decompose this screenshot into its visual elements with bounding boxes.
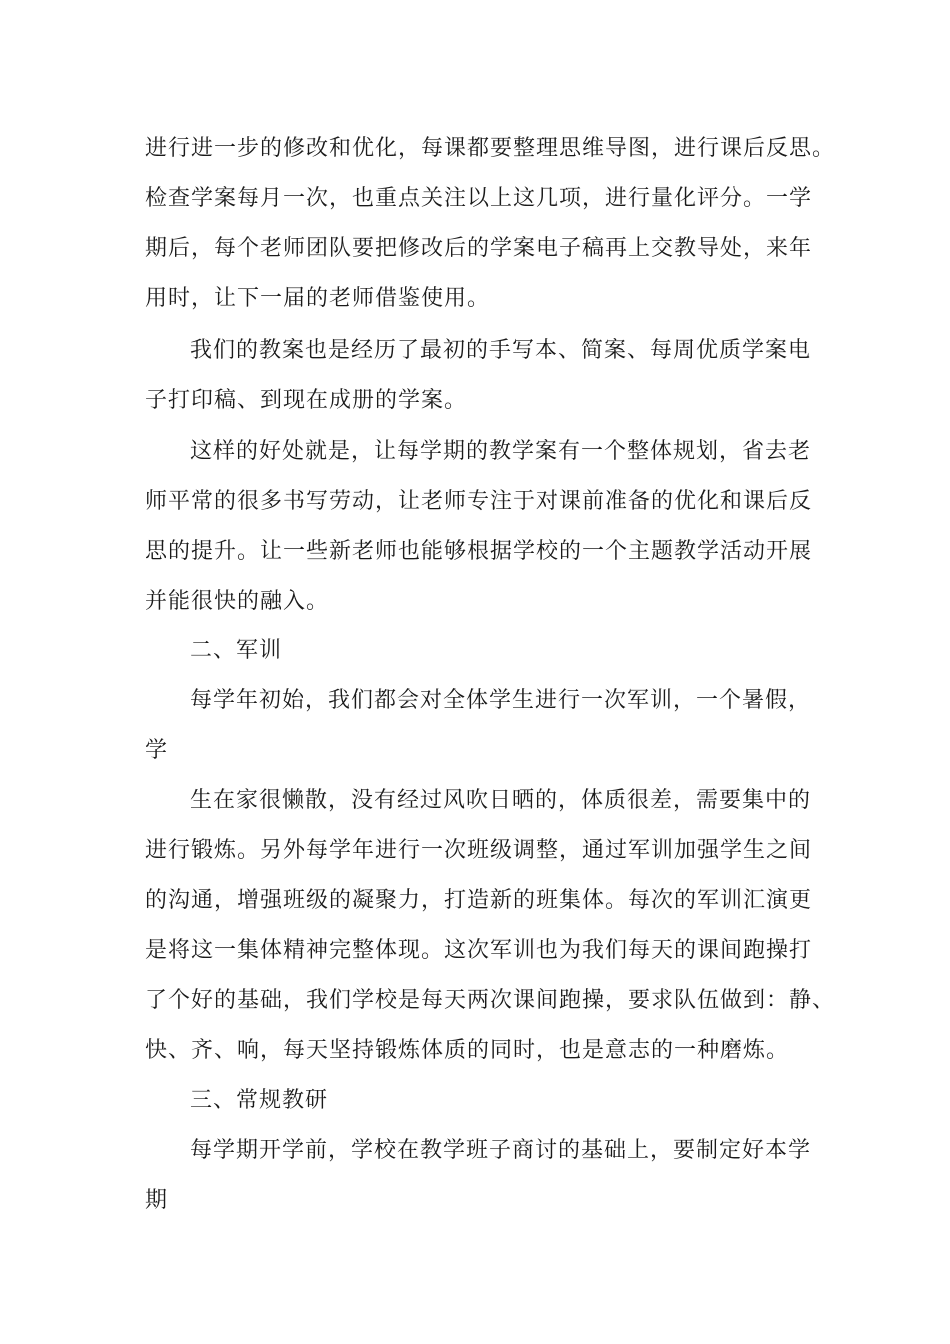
paragraph-line: 的沟通，增强班级的凝聚力，打造新的班集体。每次的军训汇演更 (145, 888, 813, 913)
paragraph-line: 这样的好处就是，让每学期的教学案有一个整体规划，省去老 (190, 439, 812, 464)
paragraph-line: 学 (145, 738, 169, 763)
paragraph-line: 子打印稿、到现在成册的学案。 (145, 388, 468, 413)
paragraph-line: 师平常的很多书写劳动，让老师专注于对课前准备的优化和课后反 (145, 489, 813, 514)
paragraph-line: 快、齐、响，每天坚持锻炼体质的同时，也是意志的一种磨炼。 (145, 1038, 790, 1063)
paragraph-line: 了个好的基础，我们学校是每天两次课间跑操，要求队伍做到：静、 (145, 988, 836, 1013)
paragraph-line: 每学期开学前，学校在教学班子商讨的基础上，要制定好本学 (190, 1138, 812, 1163)
paragraph-line: 进行锻炼。另外每学年进行一次班级调整，通过军训加强学生之间 (145, 838, 813, 863)
paragraph-line: 思的提升。让一些新老师也能够根据学校的一个主题教学活动开展 (145, 539, 813, 564)
paragraph-line: 是将这一集体精神完整体现。这次军训也为我们每天的课间跑操打 (145, 938, 813, 963)
section-heading: 三、常规教研 (190, 1088, 329, 1113)
paragraph-line: 用时，让下一届的老师借鉴使用。 (145, 286, 491, 311)
paragraph-line: 每学年初始，我们都会对全体学生进行一次军训，一个暑假， (190, 688, 812, 713)
section-heading: 二、军训 (190, 638, 283, 663)
paragraph-line: 期 (145, 1188, 169, 1213)
paragraph-line: 生在家很懒散，没有经过风吹日晒的，体质很差，需要集中的 (190, 788, 812, 813)
paragraph-line: 期后，每个老师团队要把修改后的学案电子稿再上交教导处，来年 (145, 236, 813, 261)
paragraph-line: 检查学案每月一次，也重点关注以上这几项，进行量化评分。一学 (145, 186, 813, 211)
paragraph-line: 进行进一步的修改和优化，每课都要整理思维导图，进行课后反思。 (145, 136, 836, 161)
paragraph-line: 并能很快的融入。 (145, 589, 330, 614)
paragraph-line: 我们的教案也是经历了最初的手写本、简案、每周优质学案电 (190, 338, 812, 363)
